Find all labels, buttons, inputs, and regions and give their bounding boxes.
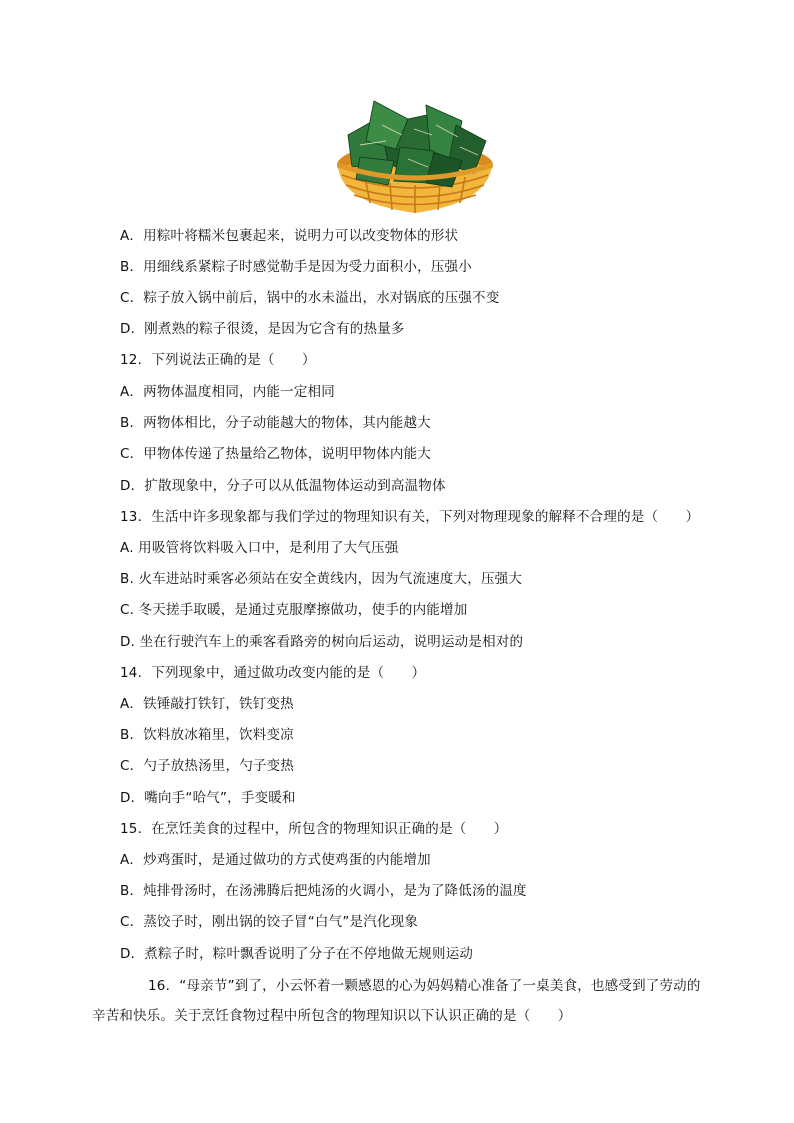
q11-option-c: C．粽子放入锅中前后，锅中的水未溢出，水对锅底的压强不变 <box>120 290 500 306</box>
q12-stem: 12．下列说法正确的是（ ） <box>120 352 316 368</box>
q13-option-b: B. 火车进站时乘客必须站在安全黄线内，因为气流速度大，压强大 <box>120 571 523 587</box>
q14-option-b: B．饮料放冰箱里，饮料变凉 <box>120 727 294 743</box>
q15-option-c: C．蒸饺子时，刚出锅的饺子冒“白气”是汽化现象 <box>120 914 419 930</box>
q15-option-a: A．炒鸡蛋时，是通过做功的方式使鸡蛋的内能增加 <box>120 852 431 868</box>
q13-stem: 13．生活中许多现象都与我们学过的物理知识有关，下列对物理现象的解释不合理的是（ ） <box>120 509 700 525</box>
q14-option-d: D．嘴向手“哈气”，手变暖和 <box>120 790 296 806</box>
q16-stem-line-2: 辛苦和快乐。关于烹饪食物过程中所包含的物理知识以下认识正确的是（ ） <box>92 1008 572 1024</box>
q13-option-a: A. 用吸管将饮料吸入口中，是利用了大气压强 <box>120 540 399 556</box>
q11-option-d: D．刚煮熟的粽子很烫，是因为它含有的热量多 <box>120 321 405 337</box>
q15-stem: 15．在烹饪美食的过程中，所包含的物理知识正确的是（ ） <box>120 821 508 837</box>
q12-option-a: A．两物体温度相同，内能一定相同 <box>120 384 335 400</box>
zongzi-basket-illustration <box>330 95 495 217</box>
q13-option-c: C. 冬天搓手取暖，是通过克服摩擦做功，使手的内能增加 <box>120 602 468 618</box>
q13-option-d: D. 坐在行驶汽车上的乘客看路旁的树向后运动，说明运动是相对的 <box>120 634 524 650</box>
q16-stem-line-1: 16．“母亲节”到了，小云怀着一颗感恩的心为妈妈精心准备了一桌美食，也感受到了劳动的 <box>148 978 701 994</box>
q15-option-b: B．炖排骨汤时，在汤沸腾后把炖汤的火调小，是为了降低汤的温度 <box>120 883 527 899</box>
q15-option-d: D．煮粽子时，粽叶飘香说明了分子在不停地做无规则运动 <box>120 946 474 962</box>
q14-option-c: C．勺子放热汤里，勺子变热 <box>120 758 295 774</box>
q12-option-b: B．两物体相比，分子动能越大的物体，其内能越大 <box>120 415 431 431</box>
q12-option-c: C．甲物体传递了热量给乙物体，说明甲物体内能大 <box>120 446 432 462</box>
q14-option-a: A．铁锤敲打铁钉，铁钉变热 <box>120 696 294 712</box>
q11-option-b: B．用细线系紧粽子时感觉勒手是因为受力面积小，压强小 <box>120 259 472 275</box>
q11-option-a: A．用粽叶将糯米包裹起来，说明力可以改变物体的形状 <box>120 228 459 244</box>
q12-option-d: D．扩散现象中，分子可以从低温物体运动到高温物体 <box>120 478 446 494</box>
q14-stem: 14．下列现象中，通过做功改变内能的是（ ） <box>120 665 426 681</box>
